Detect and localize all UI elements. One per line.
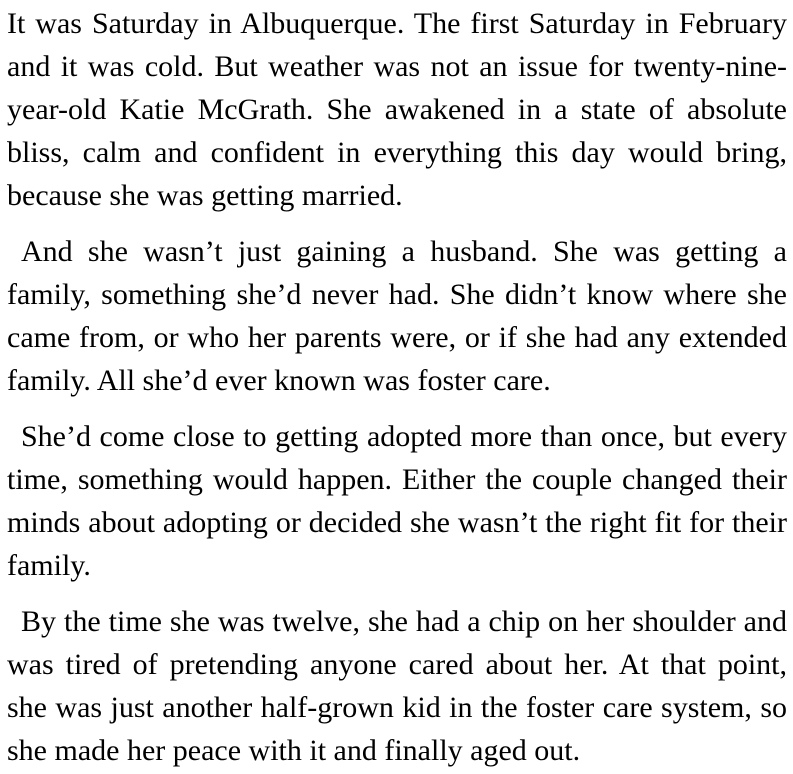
paragraph: By the time she was twelve, she had a chip on her shoulder and was tired of pretending anyone cared about her. At that point, she was just another half-grown kid in the foster care system, so she made her peace with it and finally aged out. <box>7 605 787 767</box>
paragraph: It was Saturday in Albuquerque. The first Saturday in February and it was cold. But weather was not an issue for twenty-nine-year-old Katie McGrath. She awakened in a state of absolute bliss, calm and confident in everything this day would bring, because she was getting married. <box>7 7 787 212</box>
paragraph: And she wasn’t just gaining a husband. She was getting a family, something she’d never had. She didn’t know where she came from, or who her parents were, or if she had any extended family. All she’d ever known was foster care. <box>7 235 787 397</box>
paragraph: She’d come close to getting adopted more than once, but every time, something would happen. Either the couple changed their minds about adopting or decided she wasn’t the right fit for their family. <box>7 420 787 582</box>
